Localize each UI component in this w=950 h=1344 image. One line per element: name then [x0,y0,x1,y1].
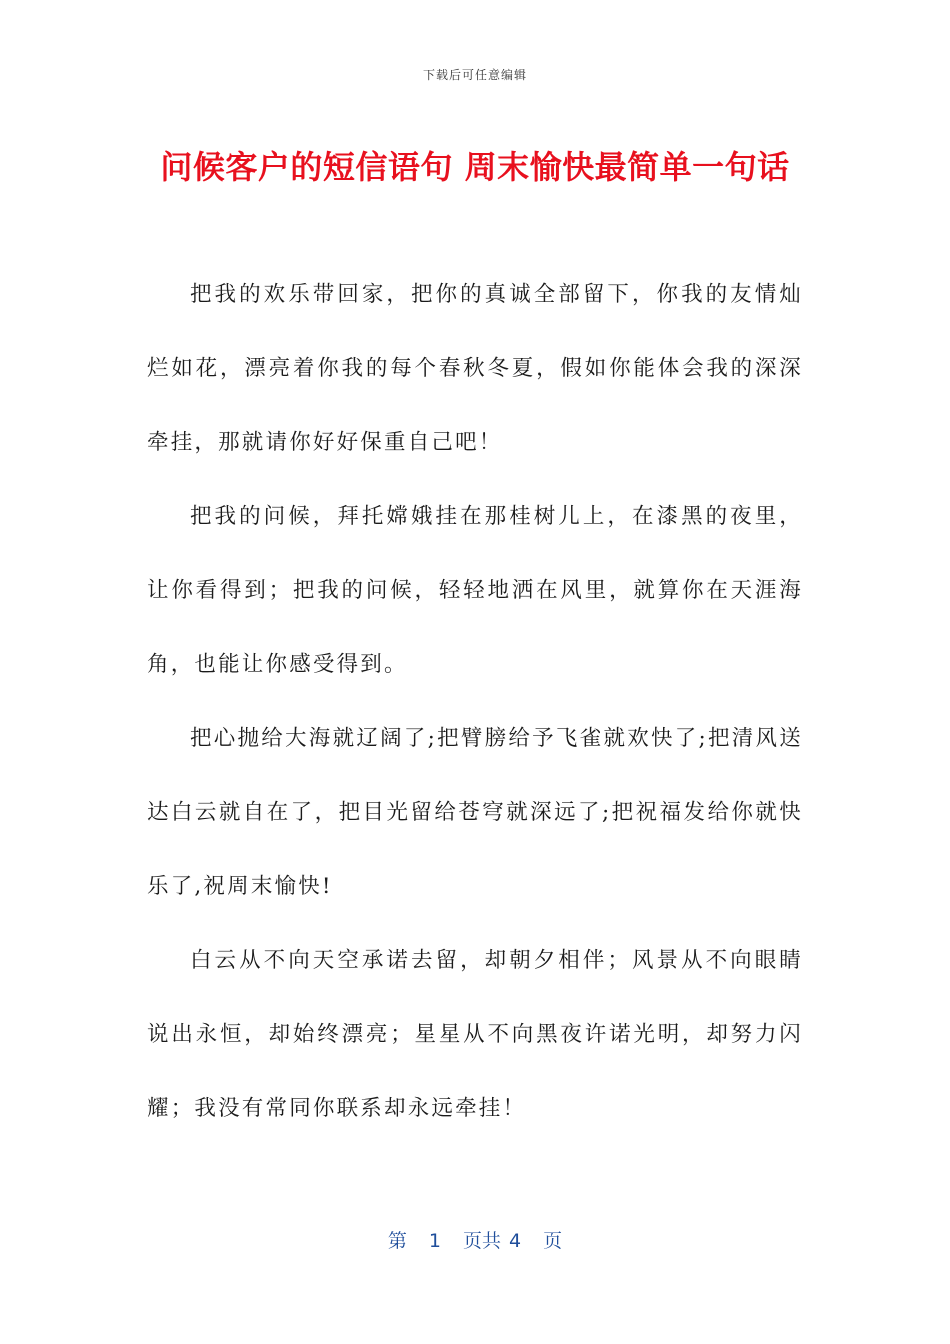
total-pages-number: 4 [509,1230,522,1252]
paragraph-4: 白云从不向天空承诺去留，却朝夕相伴；风景从不向眼睛说出永恒，却始终漂亮；星星从不向黑夜许诺光明，却努力闪耀；我没有常同你联系却永远牵挂！ [147,948,803,1121]
paragraph-3: 把心抛给大海就辽阔了;把臂膀给予飞雀就欢快了;把清风送达白云就自在了，把目光留给苍穹就深远了;把祝福发给你就快乐了,祝周末愉快! [147,726,803,899]
document-body [147,258,803,1146]
header-note: 下载后可任意编辑 [422,68,527,82]
paragraph-2: 把我的问候，拜托嫦娥挂在那桂树儿上，在漆黑的夜里，让你看得到；把我的问候，轻轻地洒在风里，就算你在天涯海角，也能让你感受得到。 [147,504,803,677]
current-page-number: 1 [428,1230,441,1252]
page-prefix: 第 [387,1230,407,1252]
paragraph-1: 把我的欢乐带回家，把你的真诚全部留下，你我的友情灿烂如花，漂亮着你我的每个春秋冬夏，假如你能体会我的深深牵挂，那就请你好好保重自己吧！ [147,282,803,455]
page-suffix: 页 [543,1230,563,1252]
page-footer [0,1226,950,1253]
page-mid-label: 页共 [462,1230,501,1252]
document-title: 问候客户的短信语句 周末愉快最简单一句话 [160,148,790,186]
